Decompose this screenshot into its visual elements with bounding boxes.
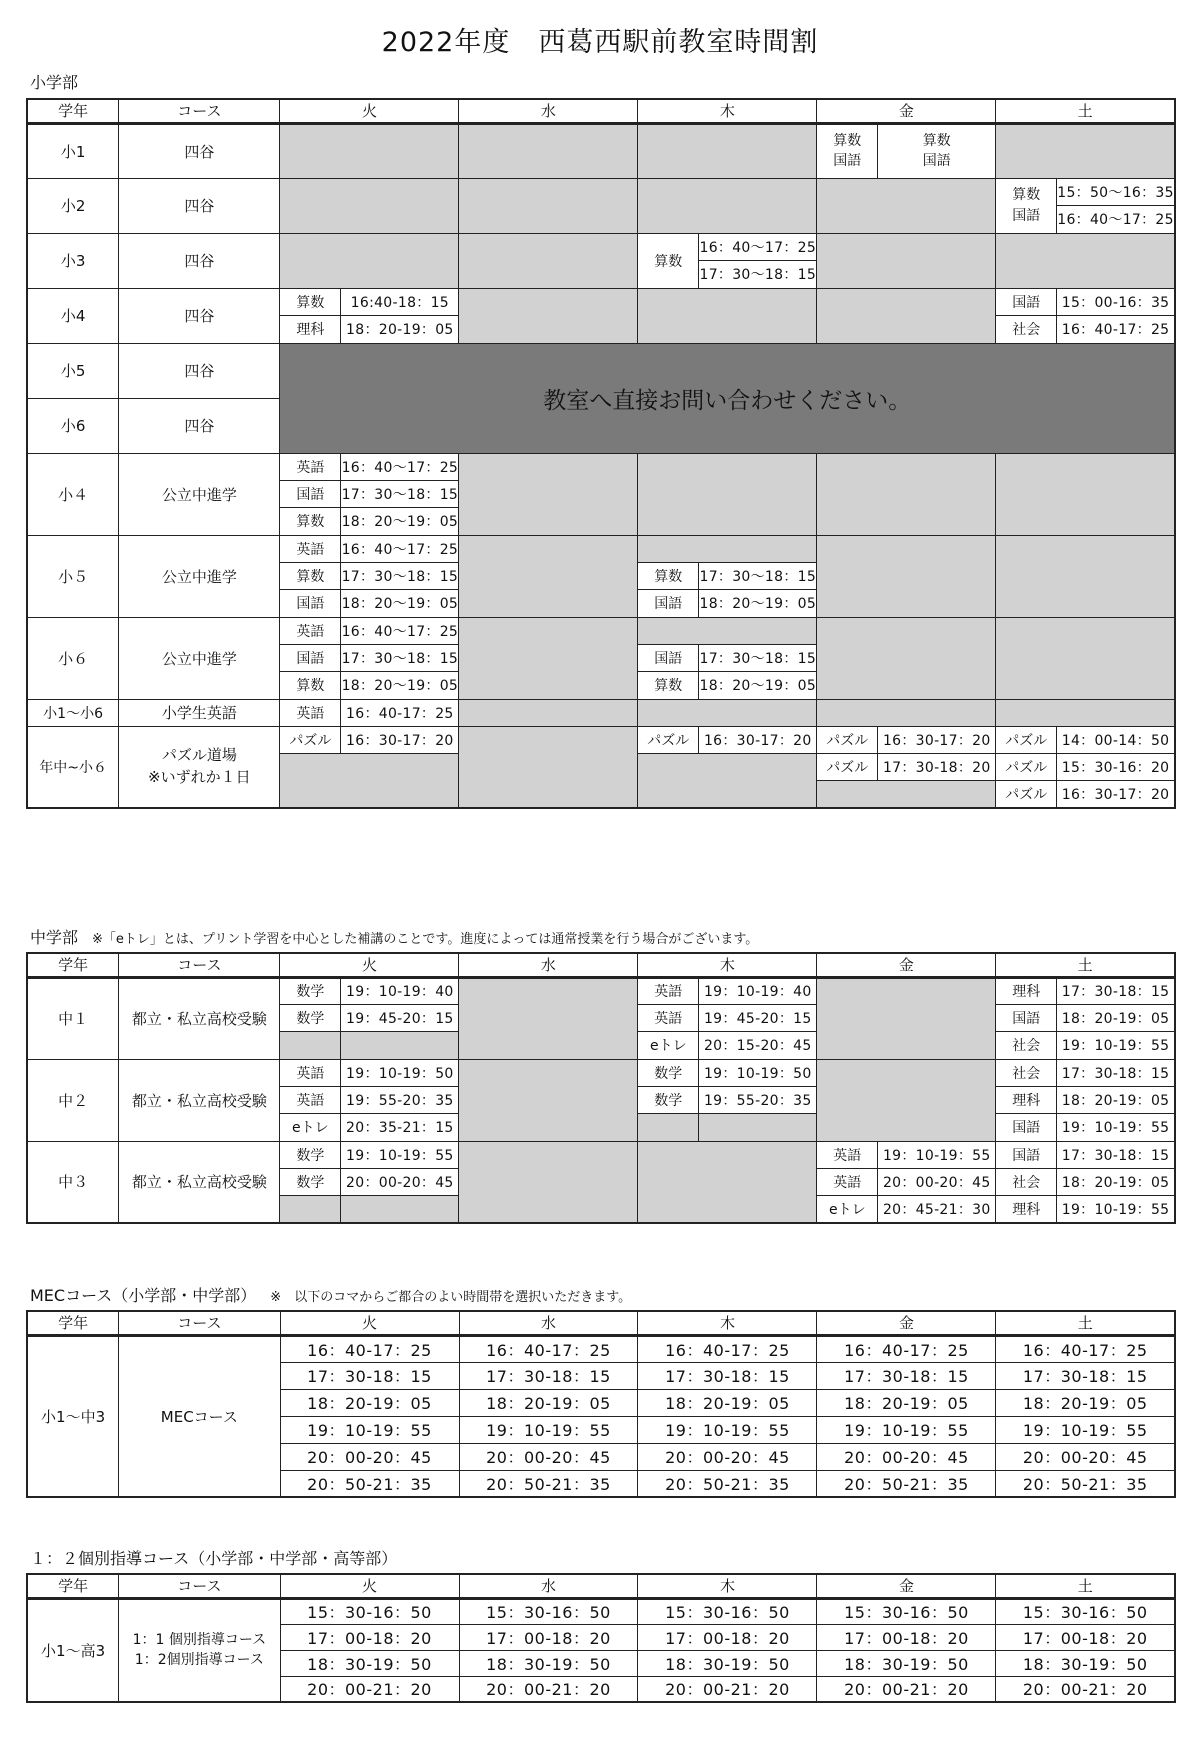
table-row — [27, 617, 1175, 644]
subject-cell: 英語 — [280, 453, 341, 480]
empty-slot — [817, 178, 996, 233]
table-row — [27, 343, 1175, 398]
empty-slot — [638, 453, 817, 535]
time-cell: 16：30-17：20 — [341, 726, 459, 753]
empty-slot — [280, 753, 459, 808]
time-cell: 17：30～18：15 — [699, 260, 817, 288]
header-course: コース — [119, 953, 280, 977]
header-grade: 学年 — [27, 953, 119, 977]
time-cell: 17：30～18：15 — [699, 562, 817, 589]
header-sat: 土 — [996, 1311, 1175, 1335]
table-row — [27, 1335, 1175, 1362]
subject-cell: 理科 — [996, 977, 1057, 1004]
time-cell: 19：10-19：40 — [699, 977, 817, 1004]
table-row — [27, 123, 1175, 178]
subject-cell: パズル — [996, 753, 1057, 780]
subject-cell: 国語 — [996, 1141, 1057, 1168]
subject-cell: 算数 — [280, 288, 341, 315]
time-cell: 18：20～19：05 — [341, 671, 459, 699]
empty-slot — [817, 977, 996, 1059]
table-row — [27, 726, 1175, 753]
course-cell: パズル道場 ※いずれか１日 — [119, 726, 280, 808]
empty-slot — [638, 535, 817, 562]
subject-cell: 英語 — [638, 977, 699, 1004]
course-cell: 都立・私立高校受験 — [119, 977, 280, 1059]
subject-cell: 英語 — [280, 1059, 341, 1086]
time-slot-cell: 20：00-21：20 — [638, 1676, 817, 1702]
time-cell: 19：55-20：35 — [699, 1086, 817, 1113]
course-cell: 四谷 — [119, 288, 280, 343]
subject-cell: 社会 — [996, 315, 1057, 343]
time-cell: 18：20～19：05 — [699, 671, 817, 699]
time-cell: 19：10-19：55 — [1057, 1031, 1175, 1059]
junior-high-label: 中学部 — [30, 928, 79, 947]
subject-cell: 算数 — [280, 671, 341, 699]
time-cell: 16:40-18：15 — [341, 288, 459, 315]
subject-cell: 算数 — [638, 562, 699, 589]
time-slot-cell: 18：20-19：05 — [459, 1389, 638, 1416]
time-cell: 19：55-20：35 — [341, 1086, 459, 1113]
time-slot-cell: 17：30-18：15 — [996, 1362, 1175, 1389]
subject-cell: 算数 — [638, 671, 699, 699]
time-slot-cell: 16：40-17：25 — [638, 1335, 817, 1362]
empty-slot — [996, 535, 1175, 617]
course-cell: MECコース — [119, 1335, 280, 1497]
time-slot-cell: 17：00-18：20 — [638, 1624, 817, 1650]
mec-timetable — [26, 1310, 1176, 1498]
table-row — [27, 178, 1175, 205]
grade-cell: 中１ — [27, 977, 119, 1059]
time-cell: 19：10-19：55 — [1057, 1195, 1175, 1223]
empty-slot — [817, 233, 996, 288]
time-slot-cell: 17：00-18：20 — [459, 1624, 638, 1650]
junior-high-section-label — [30, 925, 758, 948]
time-slot-cell: 16：40-17：25 — [996, 1335, 1175, 1362]
table-row — [27, 453, 1175, 480]
time-cell: 15：00-16：35 — [1057, 288, 1175, 315]
time-slot-cell: 18：20-19：05 — [638, 1389, 817, 1416]
subject-cell: パズル — [996, 726, 1057, 753]
subject-cell: 英語 — [280, 617, 341, 644]
time-slot-cell: 18：30-19：50 — [280, 1650, 459, 1676]
subject-cell: 数学 — [638, 1086, 699, 1113]
grade-cell: 小1～中3 — [27, 1335, 119, 1497]
table-row — [27, 1598, 1175, 1624]
time-slot-cell: 17：30-18：15 — [638, 1362, 817, 1389]
subject-cell: 国語 — [996, 1004, 1057, 1031]
header-row — [27, 953, 1175, 977]
header-course: コース — [119, 1311, 280, 1335]
empty-slot — [638, 123, 817, 178]
empty-slot — [996, 617, 1175, 699]
header-wed: 水 — [459, 953, 638, 977]
time-slot-cell: 15：30-16：50 — [996, 1598, 1175, 1624]
empty-slot — [817, 288, 996, 343]
time-cell: 14：00-14：50 — [1057, 726, 1175, 753]
header-sat: 土 — [996, 953, 1175, 977]
grade-cell: 小1～小6 — [27, 699, 119, 726]
time-cell: 16：40-17：25 — [1057, 315, 1175, 343]
course-cell: 四谷 — [119, 343, 280, 398]
grade-cell: 小４ — [27, 453, 119, 535]
time-slot-cell: 20：00-20：45 — [817, 1443, 996, 1470]
header-fri: 金 — [817, 1574, 996, 1598]
time-slot-cell: 19：10-19：55 — [996, 1416, 1175, 1443]
subject-cell: 社会 — [996, 1031, 1057, 1059]
subject-cell: 算数 国語 — [817, 123, 878, 178]
time-slot-cell: 18：20-19：05 — [817, 1389, 996, 1416]
header-tue: 火 — [280, 1574, 459, 1598]
header-thu: 木 — [638, 1311, 817, 1335]
empty-slot — [699, 1113, 817, 1141]
time-slot-cell: 19：10-19：55 — [817, 1416, 996, 1443]
header-fri: 金 — [817, 1311, 996, 1335]
course-cell: 四谷 — [119, 123, 280, 178]
mec-section-label — [30, 1283, 631, 1306]
junior-high-timetable — [26, 952, 1176, 1224]
time-slot-cell: 16：40-17：25 — [459, 1335, 638, 1362]
empty-slot — [459, 617, 638, 699]
empty-slot — [459, 178, 638, 233]
header-thu: 木 — [638, 99, 817, 123]
header-sat: 土 — [996, 99, 1175, 123]
empty-slot — [459, 233, 638, 288]
subject-cell: 理科 — [280, 315, 341, 343]
empty-slot — [341, 1031, 459, 1059]
time-cell: 19：10-19：55 — [878, 1141, 996, 1168]
course-cell: 四谷 — [119, 398, 280, 453]
subject-cell: 算数 国語 — [878, 123, 996, 178]
empty-slot — [996, 123, 1175, 178]
subject-cell: 理科 — [996, 1086, 1057, 1113]
empty-slot — [459, 1059, 638, 1141]
time-cell: 16：40～17：25 — [1057, 205, 1175, 233]
time-cell: 17：30-18：20 — [878, 753, 996, 780]
kobetsu-body — [27, 1598, 1175, 1702]
time-slot-cell: 20：00-20：45 — [280, 1443, 459, 1470]
subject-cell: 国語 — [638, 589, 699, 617]
time-cell: 16：30-17：20 — [1057, 780, 1175, 808]
time-slot-cell: 20：00-21：20 — [817, 1676, 996, 1702]
course-cell: 小学生英語 — [119, 699, 280, 726]
course-cell: 公立中進学 — [119, 617, 280, 699]
time-cell: 19：45-20：15 — [341, 1004, 459, 1031]
subject-cell: eトレ — [280, 1113, 341, 1141]
time-slot-cell: 20：00-21：20 — [996, 1676, 1175, 1702]
time-slot-cell: 20：00-21：20 — [280, 1676, 459, 1702]
subject-cell: 算数 — [280, 562, 341, 589]
time-cell: 18：20-19：05 — [1057, 1004, 1175, 1031]
course-cell: 四谷 — [119, 178, 280, 233]
subject-cell: 算数 国語 — [996, 178, 1057, 233]
time-cell: 17：30～18：15 — [699, 644, 817, 671]
course-cell: 都立・私立高校受験 — [119, 1059, 280, 1141]
subject-cell: 数学 — [280, 977, 341, 1004]
time-slot-cell: 18：30-19：50 — [459, 1650, 638, 1676]
time-cell: 15：30-16：20 — [1057, 753, 1175, 780]
header-grade: 学年 — [27, 1311, 119, 1335]
time-slot-cell: 15：30-16：50 — [817, 1598, 996, 1624]
header-row — [27, 1574, 1175, 1598]
time-slot-cell: 17：00-18：20 — [996, 1624, 1175, 1650]
empty-slot — [459, 288, 638, 343]
time-slot-cell: 18：20-19：05 — [996, 1389, 1175, 1416]
time-slot-cell: 15：30-16：50 — [459, 1598, 638, 1624]
grade-cell: 小2 — [27, 178, 119, 233]
empty-slot — [459, 453, 638, 535]
empty-slot — [817, 699, 996, 726]
time-slot-cell: 20：00-20：45 — [996, 1443, 1175, 1470]
course-cell: 四谷 — [119, 233, 280, 288]
time-cell: 18：20-19：05 — [1057, 1086, 1175, 1113]
time-cell: 20：45-21：30 — [878, 1195, 996, 1223]
empty-slot — [638, 1141, 817, 1223]
subject-cell: パズル — [817, 726, 878, 753]
time-cell: 20：15-20：45 — [699, 1031, 817, 1059]
time-slot-cell: 19：10-19：55 — [459, 1416, 638, 1443]
empty-slot — [817, 535, 996, 617]
contact-classroom-message: 教室へ直接お問い合わせください。 — [280, 343, 1175, 453]
header-wed: 水 — [459, 1574, 638, 1598]
time-slot-cell: 18：20-19：05 — [280, 1389, 459, 1416]
time-slot-cell: 17：00-18：20 — [280, 1624, 459, 1650]
empty-slot — [459, 977, 638, 1059]
time-slot-cell: 20：50-21：35 — [280, 1470, 459, 1497]
subject-cell: 国語 — [280, 589, 341, 617]
table-row — [27, 535, 1175, 562]
subject-cell: パズル — [280, 726, 341, 753]
subject-cell: 算数 — [280, 507, 341, 535]
time-cell: 16：30-17：20 — [878, 726, 996, 753]
header-thu: 木 — [638, 953, 817, 977]
empty-slot — [459, 123, 638, 178]
course-cell: 1：1 個別指導コース 1：2個別指導コース — [119, 1598, 280, 1702]
empty-slot — [638, 1113, 699, 1141]
subject-cell: 英語 — [280, 1086, 341, 1113]
grade-cell: 小3 — [27, 233, 119, 288]
grade-cell: 中２ — [27, 1059, 119, 1141]
subject-cell: 社会 — [996, 1168, 1057, 1195]
subject-cell: パズル — [638, 726, 699, 753]
subject-cell: 英語 — [817, 1168, 878, 1195]
time-slot-cell: 19：10-19：55 — [280, 1416, 459, 1443]
course-cell: 公立中進学 — [119, 535, 280, 617]
subject-cell: 英語 — [280, 535, 341, 562]
empty-slot — [996, 453, 1175, 535]
header-course: コース — [119, 1574, 280, 1598]
junior-high-body — [27, 977, 1175, 1223]
empty-slot — [817, 453, 996, 535]
grade-cell: 小6 — [27, 398, 119, 453]
mec-body — [27, 1335, 1175, 1497]
empty-slot — [638, 288, 817, 343]
time-cell: 18：20-19：05 — [1057, 1168, 1175, 1195]
empty-slot — [817, 780, 996, 808]
time-cell: 16：40～17：25 — [341, 535, 459, 562]
empty-slot — [280, 1031, 341, 1059]
time-cell: 16：40～17：25 — [341, 453, 459, 480]
empty-slot — [280, 233, 459, 288]
subject-cell: 理科 — [996, 1195, 1057, 1223]
time-cell: 17：30-18：15 — [1057, 977, 1175, 1004]
time-slot-cell: 20：00-20：45 — [638, 1443, 817, 1470]
empty-slot — [638, 753, 817, 808]
time-cell: 15：50～16：35 — [1057, 178, 1175, 205]
time-cell: 18：20～19：05 — [341, 589, 459, 617]
time-slot-cell: 17：30-18：15 — [459, 1362, 638, 1389]
etore-note: ※「eトレ」とは、プリント学習を中心とした補講のことです。進度によっては通常授業を行う場合がございます。 — [92, 932, 759, 947]
header-grade: 学年 — [27, 99, 119, 123]
time-cell: 16：30-17：20 — [699, 726, 817, 753]
course-cell: 公立中進学 — [119, 453, 280, 535]
empty-slot — [817, 1059, 996, 1141]
time-slot-cell: 20：50-21：35 — [459, 1470, 638, 1497]
time-cell: 16：40～17：25 — [699, 233, 817, 260]
time-slot-cell: 16：40-17：25 — [280, 1335, 459, 1362]
empty-slot — [459, 699, 638, 726]
time-cell: 16：40-17：25 — [341, 699, 459, 726]
elementary-timetable — [26, 98, 1176, 809]
mec-note: ※ 以下のコマからご都合のよい時間帯を選択いただきます。 — [270, 1290, 632, 1305]
subject-cell: 数学 — [280, 1004, 341, 1031]
subject-cell: 国語 — [996, 288, 1057, 315]
page-title: 2022年度 西葛西駅前教室時間割 — [381, 27, 819, 58]
header-thu: 木 — [638, 1574, 817, 1598]
empty-slot — [341, 1195, 459, 1223]
header-tue: 火 — [280, 99, 459, 123]
kobetsu-timetable — [26, 1573, 1176, 1703]
header-sat: 土 — [996, 1574, 1175, 1598]
subject-cell: 社会 — [996, 1059, 1057, 1086]
empty-slot — [638, 617, 817, 644]
time-cell: 18：20～19：05 — [699, 589, 817, 617]
time-cell: 19：10-19：50 — [699, 1059, 817, 1086]
empty-slot — [996, 233, 1175, 288]
time-slot-cell: 17：00-18：20 — [817, 1624, 996, 1650]
table-row — [27, 1059, 1175, 1086]
time-slot-cell: 20：00-20：45 — [459, 1443, 638, 1470]
header-grade: 学年 — [27, 1574, 119, 1598]
empty-slot — [996, 699, 1175, 726]
empty-slot — [638, 699, 817, 726]
table-row — [27, 288, 1175, 315]
time-slot-cell: 16：40-17：25 — [817, 1335, 996, 1362]
empty-slot — [459, 726, 638, 808]
time-slot-cell: 15：30-16：50 — [280, 1598, 459, 1624]
subject-cell: 英語 — [817, 1141, 878, 1168]
empty-slot — [280, 178, 459, 233]
empty-slot — [280, 1195, 341, 1223]
table-row — [27, 1141, 1175, 1168]
time-cell: 18：20～19：05 — [341, 507, 459, 535]
subject-cell: パズル — [817, 753, 878, 780]
time-cell: 19：10-19：55 — [341, 1141, 459, 1168]
elementary-section-label: 小学部 — [30, 73, 79, 92]
grade-cell: 小4 — [27, 288, 119, 343]
subject-cell: 国語 — [280, 480, 341, 507]
header-tue: 火 — [280, 953, 459, 977]
time-cell: 17：30～18：15 — [341, 562, 459, 589]
subject-cell: パズル — [996, 780, 1057, 808]
header-fri: 金 — [817, 953, 996, 977]
header-wed: 水 — [459, 99, 638, 123]
time-cell: 18：20-19：05 — [341, 315, 459, 343]
empty-slot — [817, 617, 996, 699]
time-slot-cell: 17：30-18：15 — [817, 1362, 996, 1389]
time-slot-cell: 20：50-21：35 — [817, 1470, 996, 1497]
grade-cell: 小５ — [27, 535, 119, 617]
grade-cell: 中３ — [27, 1141, 119, 1223]
time-slot-cell: 18：30-19：50 — [817, 1650, 996, 1676]
grade-cell: 小６ — [27, 617, 119, 699]
empty-slot — [459, 1141, 638, 1223]
subject-cell: 数学 — [280, 1168, 341, 1195]
time-slot-cell: 19：10-19：55 — [638, 1416, 817, 1443]
header-wed: 水 — [459, 1311, 638, 1335]
subject-cell: 英語 — [280, 699, 341, 726]
time-cell: 17：30-18：15 — [1057, 1141, 1175, 1168]
time-cell: 20：35-21：15 — [341, 1113, 459, 1141]
grade-cell: 小1～高3 — [27, 1598, 119, 1702]
header-course: コース — [119, 99, 280, 123]
table-row — [27, 977, 1175, 1004]
time-cell: 17：30-18：15 — [1057, 1059, 1175, 1086]
subject-cell: 英語 — [638, 1004, 699, 1031]
header-row — [27, 99, 1175, 123]
table-row — [27, 233, 1175, 260]
time-slot-cell: 18：30-19：50 — [638, 1650, 817, 1676]
time-cell: 16：40～17：25 — [341, 617, 459, 644]
time-slot-cell: 20：00-21：20 — [459, 1676, 638, 1702]
time-cell: 17：30～18：15 — [341, 480, 459, 507]
time-cell: 19：10-19：55 — [1057, 1113, 1175, 1141]
subject-cell: eトレ — [817, 1195, 878, 1223]
header-tue: 火 — [280, 1311, 459, 1335]
subject-cell: 算数 — [638, 233, 699, 288]
time-slot-cell: 20：50-21：35 — [638, 1470, 817, 1497]
time-cell: 17：30～18：15 — [341, 644, 459, 671]
time-slot-cell: 17：30-18：15 — [280, 1362, 459, 1389]
time-cell: 19：10-19：50 — [341, 1059, 459, 1086]
subject-cell: 数学 — [638, 1059, 699, 1086]
subject-cell: 国語 — [996, 1113, 1057, 1141]
time-slot-cell: 15：30-16：50 — [638, 1598, 817, 1624]
time-cell: 19：45-20：15 — [699, 1004, 817, 1031]
mec-label: MECコース（小学部・中学部） — [30, 1286, 257, 1305]
subject-cell: eトレ — [638, 1031, 699, 1059]
course-cell: 都立・私立高校受験 — [119, 1141, 280, 1223]
time-cell: 19：10-19：40 — [341, 977, 459, 1004]
time-cell: 20：00-20：45 — [878, 1168, 996, 1195]
subject-cell: 国語 — [280, 644, 341, 671]
grade-cell: 年中~小６ — [27, 726, 119, 808]
subject-cell: 数学 — [280, 1141, 341, 1168]
grade-cell: 小5 — [27, 343, 119, 398]
time-slot-cell: 18：30-19：50 — [996, 1650, 1175, 1676]
time-slot-cell: 20：50-21：35 — [996, 1470, 1175, 1497]
empty-slot — [459, 535, 638, 617]
grade-cell: 小1 — [27, 123, 119, 178]
empty-slot — [280, 123, 459, 178]
header-row — [27, 1311, 1175, 1335]
kobetsu-section-label: １：２個別指導コース（小学部・中学部・高等部） — [30, 1549, 398, 1568]
subject-cell: 国語 — [638, 644, 699, 671]
header-fri: 金 — [817, 99, 996, 123]
time-cell: 20：00-20：45 — [341, 1168, 459, 1195]
table-row — [27, 699, 1175, 726]
empty-slot — [638, 178, 817, 233]
